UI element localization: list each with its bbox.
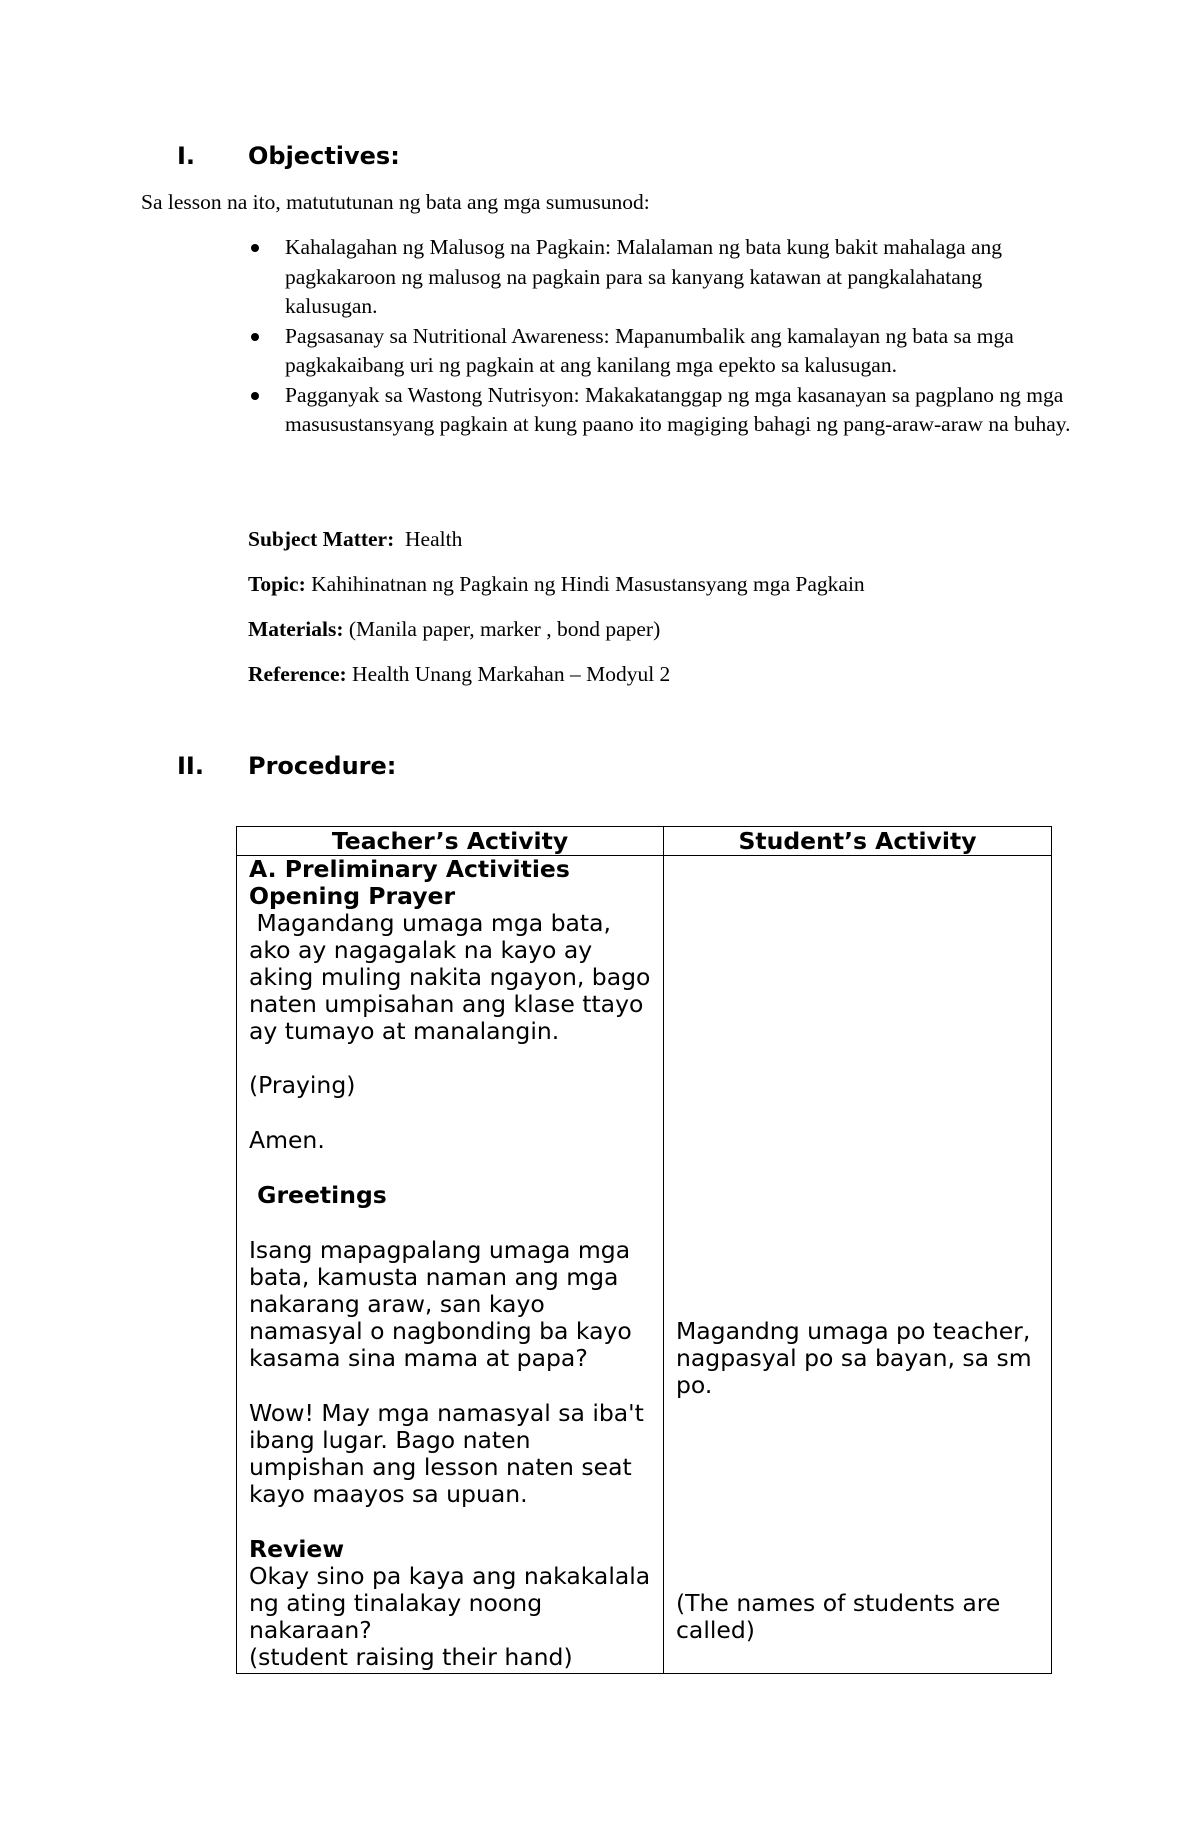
teacher-line: umpishan ang lesson naten seat [249,1453,632,1481]
section-number: I. [177,142,196,170]
teacher-line: ng ating tinalakay noong [249,1589,543,1617]
section-title: Procedure: [248,752,397,780]
bullet-icon [251,392,259,400]
list-item: Pagganyak sa Wastong Nutrisyon: Makakatanggap ng mga kasanayan sa pagplano ng mga masusustansyang pagkain at kung paano ito magiging bahagi ng pang-araw-araw na buhay. [285,381,1075,440]
teacher-line: aking muling nakita ngayon, bago [249,963,651,991]
topic: Topic: Kahihinatnan ng Pagkain ng Hindi Masustansyang mga Pagkain [248,572,865,596]
reference: Reference: Health Unang Markahan – Modyul 2 [248,662,671,686]
bullet-icon [251,244,259,252]
procedure-table [236,826,1052,1674]
student-cell [664,856,1052,1674]
teacher-line: namasyal o nagbonding ba kayo [249,1317,632,1345]
teacher-line: bata, kamusta naman ang mga [249,1263,619,1291]
student-line: (The names of students are [676,1589,1001,1617]
student-line: nagpasyal po sa bayan, sa sm [676,1344,1032,1372]
teacher-line: ako ay nagagalak na kayo ay [249,936,593,964]
student-line: Magandng umaga po teacher, [676,1317,1031,1345]
teacher-line: ay tumayo at manalangin. [249,1017,560,1045]
teacher-line: nakarang araw, san kayo [249,1290,545,1318]
teacher-line: kasama sina mama at papa? [249,1344,588,1372]
materials: Materials: (Manila paper, marker , bond paper) [248,617,661,641]
teacher-line: Amen. [249,1126,325,1154]
section-number: II. [177,752,204,780]
table-row [237,856,1052,1674]
header-student: Student’s Activity [664,827,1052,856]
teacher-line: Magandang umaga mga bata, [249,909,612,937]
teacher-line: nakaraan? [249,1616,372,1644]
objectives-list [285,233,1075,440]
teacher-line: Okay sino pa kaya ang nakakalala [249,1562,651,1590]
bullet-icon [251,333,259,341]
greetings-heading: Greetings [249,1181,387,1209]
list-item: Pagsasanay sa Nutritional Awareness: Mapanumbalik ang kamalayan ng bata sa mga pagkakaibang uri ng pagkain at ang kanilang mga epekto sa kalusugan. [285,322,1075,381]
teacher-line: Wow! May mga namasyal sa iba't [249,1399,644,1427]
teacher-line: naten umpisahan ang klase ttayo [249,990,644,1018]
teacher-line: kayo maayos sa upuan. [249,1480,528,1508]
list-item: Kahalagahan ng Malusog na Pagkain: Malalaman ng bata kung bakit mahalaga ang pagkakaroon ng malusog na pagkain para sa kanyang katawan at pangkalahatang kalusugan. [285,233,1075,322]
teacher-cell [237,856,664,1674]
opening-prayer-heading: Opening Prayer [249,882,456,910]
intro-text: Sa lesson na ito, matututunan ng bata ang mga sumusunod: [141,190,650,214]
review-heading: Review [249,1535,345,1563]
section-title: Objectives: [248,142,400,170]
header-teacher: Teacher’s Activity [237,827,664,856]
student-line: called) [676,1616,755,1644]
student-line: po. [676,1371,713,1399]
teacher-line: (Praying) [249,1071,356,1099]
table-header-row [237,827,1052,856]
teacher-line: (student raising their hand) [249,1643,573,1671]
preliminary-heading: A. Preliminary Activities [249,855,570,883]
subject-matter: Subject Matter: Health [248,527,463,551]
teacher-line: ibang lugar. Bago naten [249,1426,531,1454]
teacher-line: Isang mapagpalang umaga mga [249,1236,631,1264]
